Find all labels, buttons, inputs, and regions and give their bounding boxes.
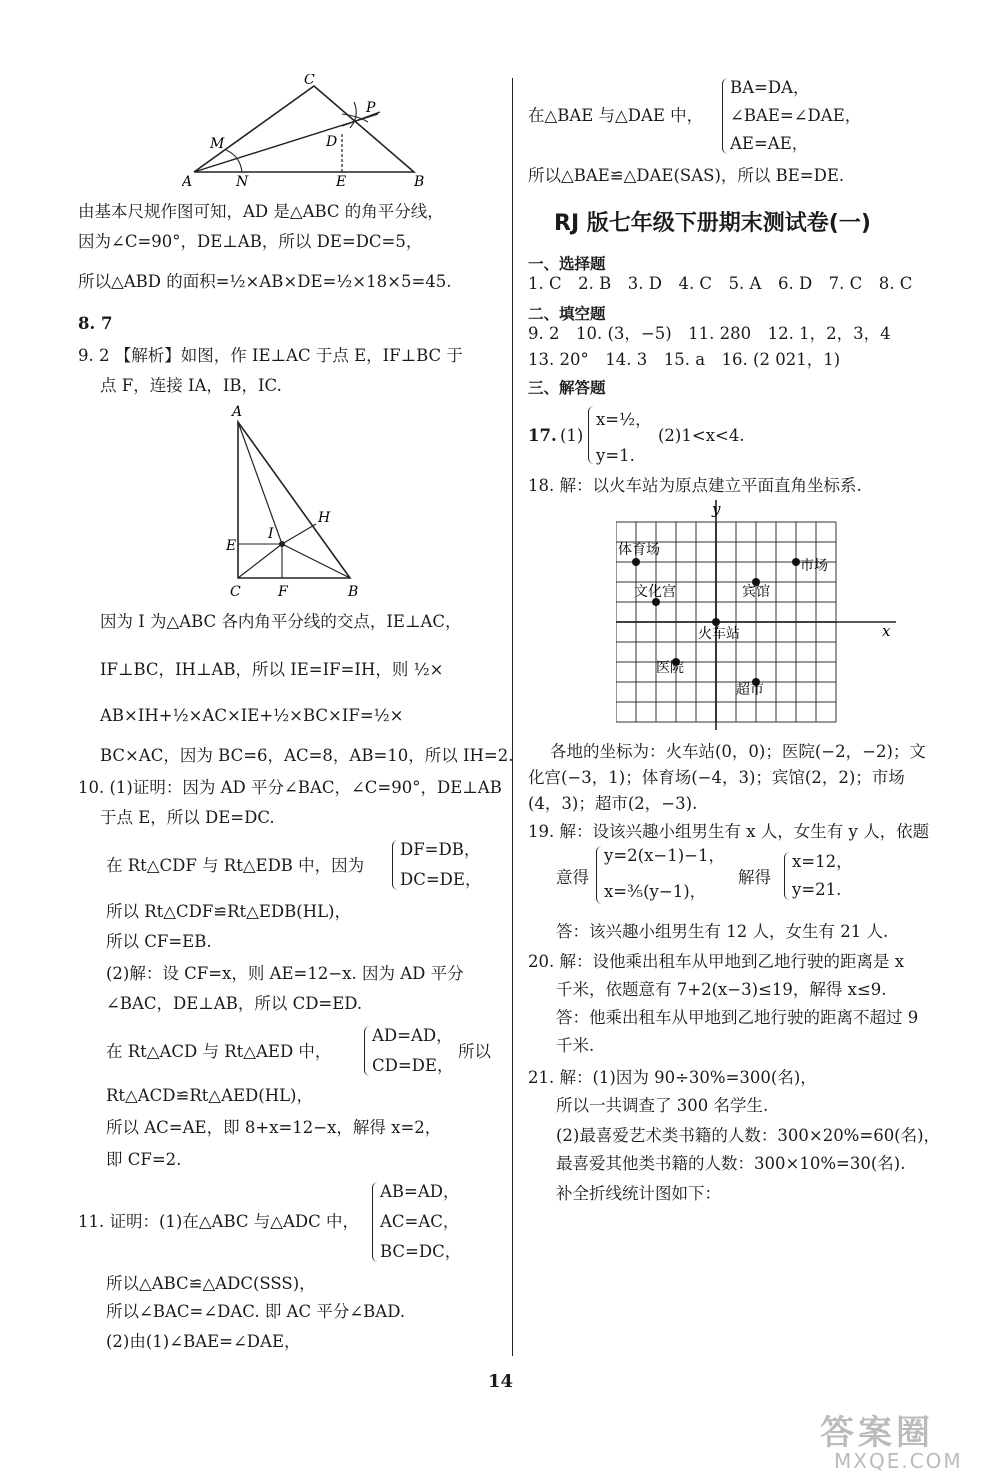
brace: [784, 852, 791, 900]
text-line: IF⊥BC，IH⊥AB，所以 IE=IF=IH，则 ½×: [100, 660, 444, 679]
brace: [596, 846, 603, 904]
text-line: 所以 AC=AE，即 8+x=12−x，解得 x=2，: [106, 1118, 442, 1137]
system-line: y=21.: [792, 880, 842, 899]
text-line: 在△BAE 与△DAE 中，: [528, 106, 704, 125]
place-point: [792, 558, 800, 566]
system-line: DF=DB，: [400, 840, 481, 859]
incenter-figure: [226, 402, 370, 600]
answer-10: 10. (1)证明：因为 AD 平分∠BAC，∠C=90°，DE⊥AB: [78, 778, 502, 797]
place-point: [632, 558, 640, 566]
place-label: 火车站: [698, 626, 740, 642]
text-line: 解得: [738, 868, 771, 887]
text-line: 答：他乘出租车从甲地到乙地行驶的距离不超过 9: [556, 1008, 919, 1027]
fig1-label-b: B: [414, 174, 425, 190]
text-line: (4，3)；超市(2，−3).: [528, 794, 698, 813]
fig1-label-m: M: [210, 136, 225, 152]
text-line: 千米.: [556, 1036, 595, 1055]
system-line: CD=DE，: [372, 1056, 454, 1075]
system-line: BC=DC，: [380, 1242, 462, 1261]
text-line: 所以△ABD 的面积=½×AB×DE=½×18×5=45.: [78, 272, 452, 291]
page-number: 14: [488, 1371, 514, 1392]
place-label: 文化宫: [634, 584, 676, 600]
fig1-label-c: C: [304, 74, 315, 88]
text-line: 化宫(−3，1)；体育场(−4，3)；宾馆(2，2)；市场: [528, 768, 905, 787]
text-line: 所以△ABC≌△ADC(SSS)，: [106, 1274, 316, 1293]
place-point: [712, 618, 720, 626]
text-line: 所以∠BAC=∠DAC. 即 AC 平分∠BAD.: [106, 1302, 406, 1321]
q17-part1: (1): [560, 426, 584, 445]
fill-answers-2: 13. 20° 14. 3 15. a 16. (2 021，1): [528, 350, 841, 369]
system-line: BA=DA，: [730, 78, 810, 97]
system-line: y=2(x−1)−1，: [604, 846, 725, 865]
system-line: DC=DE，: [400, 870, 482, 889]
y-axis-label: y: [712, 500, 721, 518]
system-line: ∠BAE=∠DAE，: [730, 106, 862, 125]
system-line: x=½，: [596, 410, 652, 429]
text-line: 各地的坐标为：火车站(0，0)；医院(−2，−2)；文: [550, 742, 926, 761]
text-line: 最喜爱其他类书籍的人数：300×10%=30(名).: [556, 1154, 906, 1173]
fig2-label-e: E: [226, 538, 237, 554]
watermark-logo: [820, 1405, 963, 1473]
text-line: (2)由(1)∠BAE=∠DAE，: [106, 1332, 301, 1351]
fig2-label-c: C: [230, 584, 241, 600]
text-line: AB×IH+½×AC×IE+½×BC×IF=½×: [100, 706, 404, 725]
fig1-label-n: N: [236, 174, 249, 190]
text-line: 因为 I 为△ABC 各内角平分线的交点，IE⊥AC，: [100, 612, 462, 631]
watermark-text: 答案圈: [820, 1413, 934, 1453]
text-line: 在 Rt△ACD 与 Rt△AED 中，: [106, 1042, 332, 1061]
text-line: 千米，依题意有 7+2(x−3)≤19，解得 x≤9.: [556, 980, 887, 999]
column-divider: [512, 78, 513, 1356]
answer-11: 11. 证明：(1)在△ABC 与△ADC 中，: [78, 1212, 359, 1231]
system-line: AE=AE，: [730, 134, 809, 153]
brace: [372, 1182, 379, 1262]
q17-part2: (2)1<x<4.: [658, 426, 745, 445]
fig2-label-f: F: [278, 584, 288, 600]
system-line: x=⅗(y−1)，: [604, 882, 707, 901]
answer-8: 8. 7: [78, 314, 113, 333]
text-line: ∠BAC，DE⊥AB，所以 CD=ED.: [106, 994, 363, 1013]
q18-statement: 18. 解：以火车站为原点建立平面直角坐标系.: [528, 476, 862, 495]
answer-9: 9. 2 【解析】如图，作 IE⊥AC 于点 E，IF⊥BC 于: [78, 346, 463, 365]
section-heading-fill: 二、填空题: [528, 305, 606, 323]
coordinate-grid: [616, 498, 898, 738]
text-line: 所以: [458, 1042, 491, 1061]
brace: [722, 78, 729, 154]
text-line: (2)解：设 CF=x，则 AE=12−x. 因为 AD 平分: [106, 964, 464, 983]
watermark-url: MXQE.COM: [834, 1449, 963, 1473]
brace: [588, 406, 595, 464]
choice-answers: 1. C 2. B 3. D 4. C 5. A 6. D 7. C 8. C: [528, 274, 913, 293]
place-label: 医院: [656, 660, 684, 676]
fig1-label-d: D: [326, 134, 338, 150]
text-line: 所以一共调查了 300 名学生.: [556, 1096, 769, 1115]
place-label: 超市: [736, 682, 764, 698]
brace: [364, 1026, 371, 1076]
text-line: 点 F，连接 IA，IB，IC.: [100, 376, 282, 395]
system-line: AC=AC，: [380, 1212, 460, 1231]
system-line: x=12，: [792, 852, 853, 871]
system-line: AB=AD，: [380, 1182, 460, 1201]
text-line: 所以 CF=EB.: [106, 932, 212, 951]
angle-bisector-figure: [182, 74, 472, 190]
text-line: Rt△ACD≌Rt△AED(HL)，: [106, 1086, 313, 1105]
fig1-label-p: P: [366, 100, 376, 116]
fill-answers-1: 9. 2 10. (3，−5) 11. 280 12. 1，2，3，4: [528, 324, 891, 343]
answer-20: 20. 解：设他乘出租车从甲地到乙地行驶的距离是 x: [528, 952, 905, 971]
text-line: 于点 E，所以 DE=DC.: [100, 808, 275, 827]
q17-number: 17.: [528, 426, 557, 445]
section-heading-solve: 三、解答题: [528, 379, 606, 397]
system-line: y=1.: [596, 446, 635, 465]
place-label: 体育场: [618, 542, 660, 558]
fig2-label-b: B: [348, 584, 359, 600]
text-line: 补全折线统计图如下：: [556, 1184, 721, 1203]
text-line: 所以 Rt△CDF≌Rt△EDB(HL)，: [106, 902, 351, 921]
text-line: 意得: [556, 868, 589, 887]
section-heading-choice: 一、选择题: [528, 255, 606, 273]
answer-21: 21. 解：(1)因为 90÷30%=300(名)，: [528, 1068, 817, 1087]
section-title: RJ 版七年级下册期末测试卷(一): [554, 211, 871, 236]
place-label: 市场: [800, 558, 828, 574]
text-line: 所以△BAE≌△DAE(SAS)，所以 BE=DE.: [528, 166, 845, 185]
brace: [392, 840, 399, 890]
text-line: (2)最喜爱艺术类书籍的人数：300×20%=60(名)，: [556, 1126, 941, 1145]
text-line: 因为∠C=90°，DE⊥AB，所以 DE=DC=5，: [78, 232, 423, 251]
text-line: 由基本尺规作图可知，AD 是△ABC 的角平分线，: [78, 202, 444, 221]
text-line: 答：该兴趣小组男生有 12 人，女生有 21 人.: [556, 922, 889, 941]
fig2-label-i: I: [268, 526, 274, 542]
place-label: 宾馆: [742, 584, 770, 600]
fig2-label-h: H: [318, 510, 331, 526]
fig1-label-a: A: [182, 174, 193, 190]
text-line: BC×AC，因为 BC=6，AC=8，AB=10，所以 IH=2.: [100, 746, 514, 765]
fig2-label-a: A: [232, 404, 243, 420]
fig1-label-e: E: [336, 174, 347, 190]
answer-19: 19. 解：设该兴趣小组男生有 x 人，女生有 y 人，依题: [528, 822, 930, 841]
system-line: AD=AD，: [372, 1026, 453, 1045]
text-line: 在 Rt△CDF 与 Rt△EDB 中，因为: [106, 856, 365, 875]
text-line: 即 CF=2.: [106, 1150, 182, 1169]
x-axis-label: x: [882, 622, 891, 640]
